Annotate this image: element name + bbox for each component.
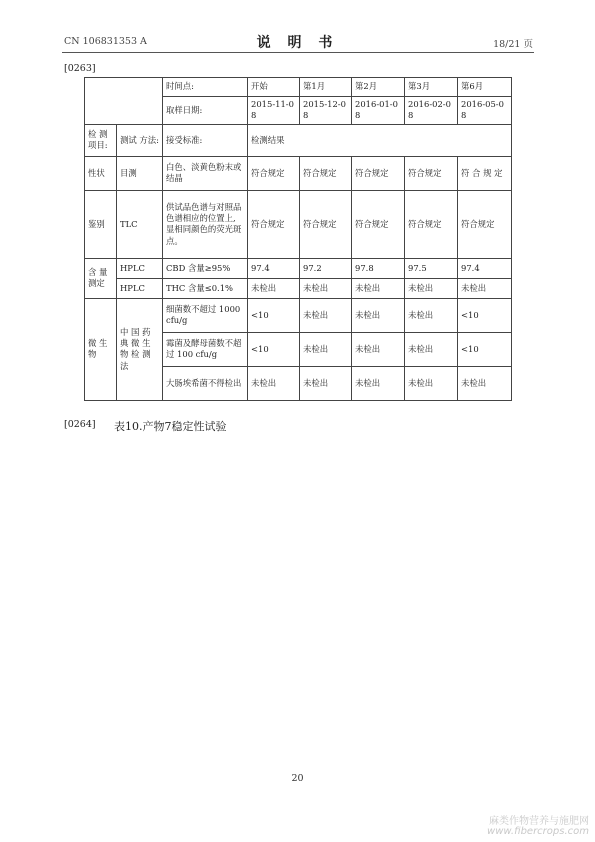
result-cell: 未检出 — [458, 366, 512, 400]
result-cell: 未检出 — [300, 278, 352, 298]
result-cell: 未检出 — [405, 332, 458, 366]
table-row-appearance — [85, 156, 512, 190]
result-cell: 未检出 — [352, 332, 405, 366]
result-cell: 符合规定 — [300, 156, 352, 190]
test-item-cell: 鉴别 — [85, 190, 117, 258]
result-cell: 未检出 — [405, 298, 458, 332]
test-item-cell: 微 生 物 — [85, 298, 117, 400]
result-cell: 符合规定 — [405, 190, 458, 258]
result-cell: <10 — [458, 332, 512, 366]
paragraph-number-0263: [0263] — [64, 63, 96, 74]
result-cell: 未检出 — [300, 298, 352, 332]
result-cell: 未检出 — [352, 298, 405, 332]
test-method-cell: HPLC — [117, 278, 163, 298]
timepoint-label: 时间点: — [163, 78, 248, 97]
result-cell: 97.2 — [300, 258, 352, 278]
result-cell: 未检出 — [405, 278, 458, 298]
timepoint-cell: 开始 — [248, 78, 300, 97]
test-method-cell: TLC — [117, 190, 163, 258]
test-item-cell: 性状 — [85, 156, 117, 190]
stability-table — [84, 77, 512, 401]
table-row-assay-thc — [85, 278, 512, 298]
result-cell: 符合规定 — [405, 156, 458, 190]
result-cell: 未检出 — [300, 332, 352, 366]
result-cell: 97.5 — [405, 258, 458, 278]
sampling-date-cell: 2016-01-08 — [352, 97, 405, 125]
header-divider — [62, 52, 534, 53]
page-count: 18/21 页 — [493, 39, 533, 50]
result-cell: 未检出 — [352, 366, 405, 400]
table-row-timepoint — [85, 78, 512, 97]
watermark-text: 麻类作物营养与施肥网 — [489, 816, 589, 827]
sampling-date-label: 取样日期: — [163, 97, 248, 125]
result-cell: <10 — [248, 298, 300, 332]
result-cell: 符合规定 — [300, 190, 352, 258]
result-cell: 符合规定 — [458, 190, 512, 258]
table-corner-cell — [85, 78, 163, 125]
acceptance-criteria-header: 接受标准: — [163, 124, 248, 156]
watermark-url: www.fibercrops.com — [487, 826, 589, 837]
result-cell: 符 合 规 定 — [458, 156, 512, 190]
table-caption: 表10.产物7稳定性试验 — [114, 420, 227, 433]
result-cell: 未检出 — [248, 278, 300, 298]
test-result-header: 检测结果 — [248, 124, 512, 156]
result-cell: 符合规定 — [248, 156, 300, 190]
result-cell: 97.4 — [458, 258, 512, 278]
sampling-date-cell: 2015-11-08 — [248, 97, 300, 125]
criteria-cell: THC 含量≤0.1% — [163, 278, 248, 298]
timepoint-cell: 第1月 — [300, 78, 352, 97]
table-row-identification — [85, 190, 512, 258]
result-cell: 未检出 — [458, 278, 512, 298]
table-row-header — [85, 124, 512, 156]
result-cell: 未检出 — [300, 366, 352, 400]
timepoint-cell: 第3月 — [405, 78, 458, 97]
result-cell: 符合规定 — [248, 190, 300, 258]
criteria-cell: 霉菌及酵母菌数不超过 100 cfu/g — [163, 332, 248, 366]
timepoint-cell: 第2月 — [352, 78, 405, 97]
criteria-cell: CBD 含量≥95% — [163, 258, 248, 278]
criteria-cell: 大肠埃希菌不得检出 — [163, 366, 248, 400]
criteria-cell: 供试品色谱与对照品色谱相应的位置上,显相同颜色的荧光斑点。 — [163, 190, 248, 258]
result-cell: 未检出 — [352, 278, 405, 298]
table-row-micro-bacteria — [85, 298, 512, 332]
table-row-assay-cbd — [85, 258, 512, 278]
test-method-cell: HPLC — [117, 258, 163, 278]
result-cell: 97.8 — [352, 258, 405, 278]
result-cell: 未检出 — [405, 366, 458, 400]
sampling-date-cell: 2015-12-08 — [300, 97, 352, 125]
result-cell: <10 — [458, 298, 512, 332]
result-cell: <10 — [248, 332, 300, 366]
sampling-date-cell: 2016-02-08 — [405, 97, 458, 125]
criteria-cell: 细菌数不超过 1000 cfu/g — [163, 298, 248, 332]
timepoint-cell: 第6月 — [458, 78, 512, 97]
result-cell: 符合规定 — [352, 190, 405, 258]
test-item-header: 检 测 项目: — [85, 124, 117, 156]
test-method-cell: 中 国 药 典 微 生 物 检 测 法 — [117, 298, 163, 400]
test-item-cell: 含 量 测定 — [85, 258, 117, 298]
criteria-cell: 白色、淡黄色粉末或结晶 — [163, 156, 248, 190]
doc-number: CN 106831353 A — [64, 36, 147, 47]
result-cell: 符合规定 — [352, 156, 405, 190]
test-method-header: 测试 方法: — [117, 124, 163, 156]
page-title: 说 明 书 — [256, 35, 339, 51]
sampling-date-cell: 2016-05-08 — [458, 97, 512, 125]
page-number: 20 — [291, 773, 304, 784]
result-cell: 97.4 — [248, 258, 300, 278]
result-cell: 未检出 — [248, 366, 300, 400]
test-method-cell: 目测 — [117, 156, 163, 190]
paragraph-number-0264: [0264] — [64, 419, 96, 430]
